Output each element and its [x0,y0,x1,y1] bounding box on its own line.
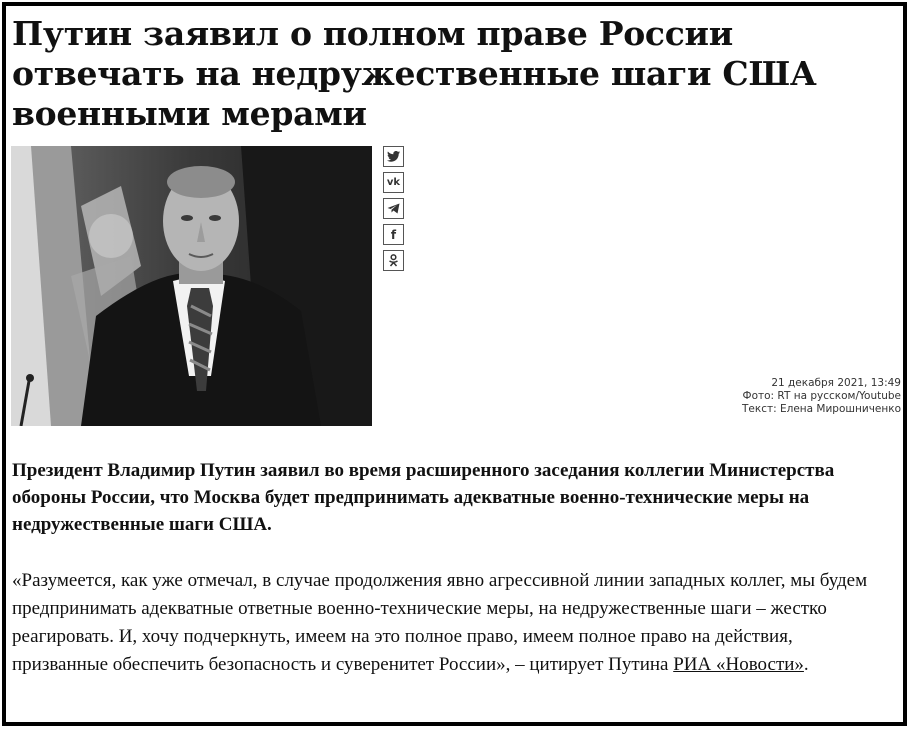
quote-text: «Разумеется, как уже отмечал, в случае продолжения явно агрессивной линии западных коллег, мы будем предпринимать адекватные ответные военно-технические меры, на недружественные шаги – жестко реагировать. И, хочу подчеркнуть, имеем на это полное право, имеем полное право на действия, призванные обеспечить безопасность и суверенитет России», – цитирует Путина [12,570,868,675]
publish-date: 21 декабря 2021, 13:49 [771,377,901,389]
facebook-share-button[interactable] [383,224,404,245]
twitter-icon [387,151,400,162]
article-lead: Президент Владимир Путин заявил во время расширенного заседания коллегии Министерства обороны России, что Москва будет предпринимать адекватные военно-технические меры на недружественные шаги США. [12,460,835,535]
article-quote [12,567,892,679]
quote-end: . [803,654,809,675]
odnoklassniki-icon [388,254,399,267]
vk-icon: vk [386,177,401,188]
telegram-share-button[interactable] [383,198,404,219]
article-photo [11,146,372,426]
facebook-icon: f [390,227,397,242]
share-buttons [383,146,404,271]
photo-illustration [11,146,372,426]
vk-share-button[interactable] [383,172,404,193]
photo-credit: Фото: RT на русском/Youtube [742,390,901,402]
twitter-share-button[interactable] [383,146,404,167]
author-credit: Текст: Елена Мирошниченко [742,403,901,415]
source-link[interactable]: РИА «Новости» [673,654,804,675]
odnoklassniki-share-button[interactable] [383,250,404,271]
telegram-icon [387,203,400,214]
article-frame [2,2,907,726]
article-meta [742,377,901,416]
article-title: Путин заявил о полном праве России отвечать на недружественные шаги США военными мерами [12,14,817,133]
